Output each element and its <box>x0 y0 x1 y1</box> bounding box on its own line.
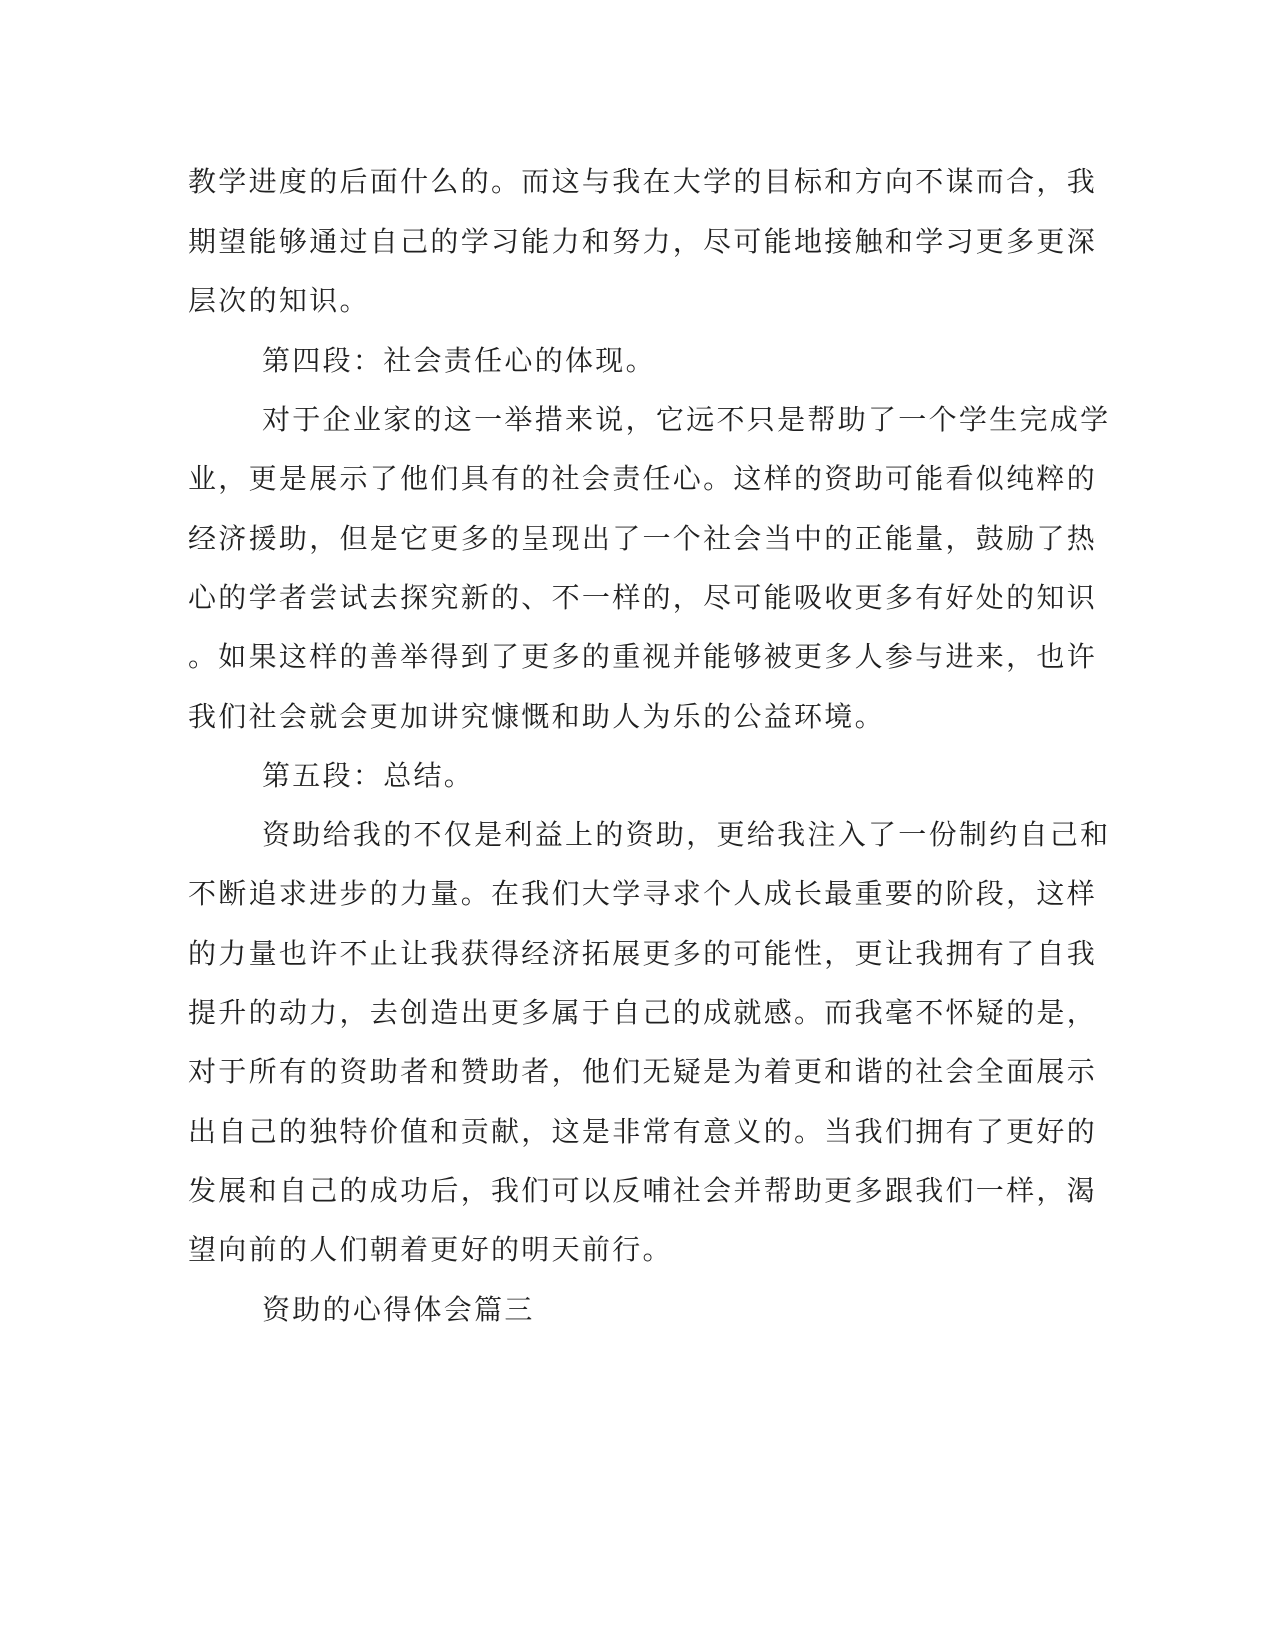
text-line: 望向前的人们朝着更好的明天前行。 <box>188 1233 673 1266</box>
section-heading: 第五段：总结。 <box>262 759 475 792</box>
text-line: 经济援助，但是它更多的呈现出了一个社会当中的正能量，鼓励了热 <box>188 522 1098 555</box>
text-line: 不断追求进步的力量。在我们大学寻求个人成长最重要的阶段，这样 <box>188 877 1098 910</box>
text-line: 期望能够通过自己的学习能力和努力，尽可能地接触和学习更多更深 <box>188 225 1098 258</box>
text-line: 。如果这样的善举得到了更多的重视并能够被更多人参与进来，也许 <box>188 640 1098 673</box>
text-line: 提升的动力，去创造出更多属于自己的成就感。而我毫不怀疑的是， <box>188 996 1098 1029</box>
text-line: 业，更是展示了他们具有的社会责任心。这样的资助可能看似纯粹的 <box>188 462 1098 495</box>
text-line: 的力量也许不止让我获得经济拓展更多的可能性，更让我拥有了自我 <box>188 937 1098 970</box>
text-line: 发展和自己的成功后，我们可以反哺社会并帮助更多跟我们一样，渴 <box>188 1174 1098 1207</box>
text-line: 对于企业家的这一举措来说，它远不只是帮助了一个学生完成学 <box>262 403 1111 436</box>
text-line: 对于所有的资助者和赞助者，他们无疑是为着更和谐的社会全面展示 <box>188 1055 1098 1088</box>
text-line: 心的学者尝试去探究新的、不一样的，尽可能吸收更多有好处的知识 <box>188 581 1098 614</box>
text-line: 我们社会就会更加讲究慷慨和助人为乐的公益环境。 <box>188 700 885 733</box>
section-heading: 资助的心得体会篇三 <box>262 1293 535 1326</box>
text-line: 教学进度的后面什么的。而这与我在大学的目标和方向不谋而合，我 <box>188 165 1098 198</box>
section-heading: 第四段：社会责任心的体现。 <box>262 344 656 377</box>
text-line: 层次的知识。 <box>188 284 370 317</box>
text-line: 出自己的独特价值和贡献，这是非常有意义的。当我们拥有了更好的 <box>188 1115 1098 1148</box>
text-line: 资助给我的不仅是利益上的资助，更给我注入了一份制约自己和 <box>262 818 1111 851</box>
